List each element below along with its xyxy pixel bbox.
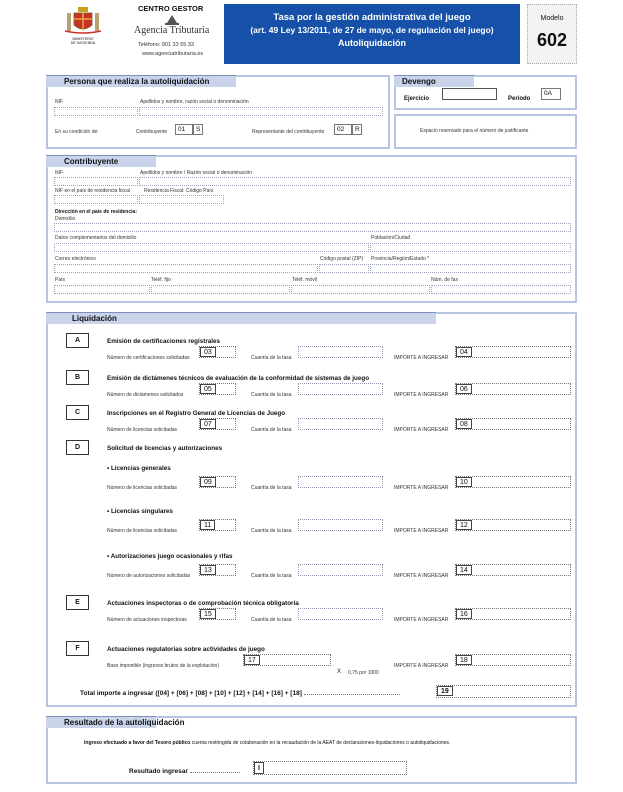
importe-label: IMPORTE A INGRESAR [394,485,449,491]
row-count-label: Número de licencias solicitadas [107,427,178,433]
row-code-out: 18 [456,655,472,665]
persona-nif-input[interactable] [54,107,138,116]
modelo-label: Modelo [540,15,564,22]
periodo-label: Periodo [508,96,531,102]
agency-name: Agencia Tributaria [134,25,210,36]
row-letter: D [66,440,89,455]
row-code-out: 10 [456,477,472,487]
contribuyente-label: Contribuyente [136,129,168,135]
row-code-in: 11 [200,520,215,530]
periodo-input[interactable]: 0A [541,88,561,100]
modelo-box [527,4,577,64]
row-subtitle: • Autorizaciones juego ocasionales y rifas [107,553,233,560]
representante-checkbox[interactable]: R [352,124,362,135]
row-count-box[interactable] [199,476,236,488]
row-count-box[interactable] [199,418,236,430]
row-code-in: 15 [200,609,216,619]
agency-phone: Teléfono: 901 33 55 33 [138,42,194,48]
row-count-label: Número de licencias solicitadas [107,528,178,534]
nif-pais-label: NIF en el país de residencia fiscal [55,188,131,194]
importe-box[interactable] [455,564,571,576]
row-count-box[interactable] [199,519,236,531]
ejercicio-label: Ejercicio [404,96,430,102]
persona-nif-label: NIF [55,99,64,105]
row-code-in: 09 [200,477,216,487]
contrib-name-input[interactable] [139,177,571,186]
importe-label: IMPORTE A INGRESAR [394,355,449,361]
cuantia-label: Cuantía de la tasa [251,392,292,398]
row-count-box[interactable] [199,383,236,395]
contrib-nif-label: NIF [55,170,64,176]
importe-box[interactable] [455,383,571,395]
ejercicio-input[interactable] [442,88,497,100]
total-code: 19 [437,686,453,696]
row-count-box[interactable] [199,608,236,620]
row-title: Inscripciones en el Registro General de Licencias de Juego [107,410,286,417]
title-line-1: Tasa por la gestión administrativa del juego [273,12,471,23]
cp-label: Código postal (ZIP) [320,256,364,262]
ingreso-rest: cuenta restringida de colaboración en la recaudación de la AEAT de declaraciones-liquidaciones o autoliquidaciones. [191,740,451,746]
persona-name-label: Apellidos y nombre, razón social o denominación [140,99,249,105]
telf-movil-label: Teléf. móvil [292,277,318,283]
title-line-3: Autoliquidación [338,38,406,48]
row-code-out: 06 [456,384,472,394]
cuantia-label: Cuantía de la tasa [251,573,292,579]
datos-label: Datos complementarios del domicilio [55,235,137,241]
resultado-label [129,768,240,776]
row-count-box[interactable] [199,564,236,576]
correo-label: Correo electrónico [55,256,96,262]
row-code-in: 03 [200,347,216,357]
residencia-label: Residencia Fiscal: Código País [144,188,214,194]
pais-label: País [55,277,66,283]
rate-multiplier: X [337,669,342,675]
cuantia-input[interactable] [298,346,383,358]
ministry-logo [58,5,108,45]
persona-header: Persona que realiza la autoliquidación [46,75,236,87]
importe-label: IMPORTE A INGRESAR [394,427,449,433]
importe-box[interactable] [455,519,571,531]
telf-movil-input[interactable] [291,285,430,294]
row-letter: C [66,405,89,420]
contribuyente-header: Contribuyente [46,155,156,167]
row-code-out: 04 [456,347,472,357]
cuantia-input[interactable] [298,564,383,576]
cuantia-label: Cuantía de la tasa [251,485,292,491]
telf-fijo-input[interactable] [151,285,290,294]
provincia-input[interactable] [370,264,571,273]
modelo-number: 602 [536,30,568,50]
contrib-name-label: Apellidos y nombre / Razón social o denominación [140,170,253,176]
row-title: Emisión de dictámenes técnicos de evaluación de la conformidad de sistemas de juego [107,375,370,382]
contribuyente-code: 01 [175,124,193,135]
title-line-2: (art. 49 Ley 13/2011, de 27 de mayo, de regulación del juego) [250,25,494,35]
rate-text: 0,75 por 1000 [348,670,379,676]
importe-label: IMPORTE A INGRESAR [394,617,449,623]
telf-fijo-label: Teléf. fijo [151,277,171,283]
domicilio-input[interactable] [54,223,571,232]
row-code-in: 17 [244,655,260,665]
cuantia-label: Cuantía de la tasa [251,427,292,433]
row-subtitle: • Licencias singulares [107,508,173,515]
importe-box[interactable] [455,418,571,430]
cuantia-input[interactable] [298,519,383,531]
provincia-label: Provincia/Región/Estado * [371,256,430,262]
contrib-nif-input[interactable] [54,177,138,186]
importe-box[interactable] [455,608,571,620]
row-title: Solicitud de licencias y autorizaciones [107,445,223,452]
contribuyente-checkbox[interactable]: S [193,124,203,135]
row-code-out: 12 [456,520,472,530]
devengo-header: Devengo [394,75,474,87]
row-code-out: 16 [456,609,472,619]
row-count-label: Número de dictámenes solicitados [107,392,184,398]
ingreso-text [84,740,450,746]
pais-input[interactable] [54,285,150,294]
row-title: Emisión de certificaciones registrales [107,338,221,345]
representante-label: Representante del contribuyente [252,129,325,135]
importe-box[interactable] [455,346,571,358]
row-code-out: 08 [456,419,472,429]
nif-pais-input[interactable] [54,195,138,204]
importe-label: IMPORTE A INGRESAR [394,573,449,579]
resultado-header: Resultado de la autoliquidación [46,716,156,728]
coat-of-arms-icon [58,5,108,37]
importe-label: IMPORTE A INGRESAR [394,663,449,669]
datos-input[interactable] [54,243,369,252]
importe-label: IMPORTE A INGRESAR [394,392,449,398]
cuantia-label: Cuantía de la tasa [251,617,292,623]
importe-box[interactable] [455,654,571,666]
row-count-box[interactable] [243,654,331,666]
row-subtitle: • Licencias generales [107,465,171,472]
representante-code: 02 [334,124,352,135]
cuantia-input[interactable] [298,476,383,488]
title-banner [224,4,520,64]
resultado-label-text: Resultado ingresar [129,768,188,775]
fax-label: Núm. de fax [431,277,458,283]
cp-input[interactable] [319,264,369,273]
ingreso-bold: Ingreso efectuado a favor del Tesoro público [84,740,191,746]
row-code-in: 07 [200,419,216,429]
row-count-label: Número de certificaciones solicitadas [107,355,190,361]
poblacion-input[interactable] [370,243,571,252]
row-count-label: Número de actuaciones inspectoras [107,617,187,623]
importe-box[interactable] [455,476,571,488]
cuantia-label: Cuantía de la tasa [251,355,292,361]
row-title: Actuaciones regulatorias sobre actividades de juego [107,646,265,653]
row-count-label: Número de autorizaciones solicitadas [107,573,191,579]
row-letter: B [66,370,89,385]
justificante-label: Espacio reservado para el número de justificante [420,128,529,134]
persona-name-input[interactable] [139,107,383,116]
direccion-label: Dirección en el país de residencia: [55,209,137,215]
total-label [80,690,400,698]
agency-website: www.agenciatributaria.es [142,51,204,57]
row-code-in: 13 [200,565,216,575]
row-letter: E [66,595,89,610]
resultado-code: I [254,762,264,774]
cuantia-input[interactable] [298,383,383,395]
ministry-text-2: DE HACIENDA [70,41,96,45]
correo-input[interactable] [54,264,318,273]
row-code-out: 14 [456,565,472,575]
row-count-label: Base imponible (ingresos brutos de la explotación) [107,663,220,669]
cuantia-input[interactable] [298,608,383,620]
total-label-text: Total importe a ingresar ([04] + [06] + [08] + [10] + [12] + [14] + [16] + [18] [80,690,302,697]
ministry-text-1: MINISTERIO [72,37,94,41]
fax-input[interactable] [431,285,571,294]
centro-gestor-title: CENTRO GESTOR [138,4,204,13]
resultado-box[interactable] [253,761,407,775]
cuantia-input[interactable] [298,418,383,430]
residencia-input[interactable] [139,195,224,204]
domicilio-label: Domicilio [55,216,76,222]
total-box[interactable] [436,685,571,698]
importe-label: IMPORTE A INGRESAR [394,528,449,534]
condition-label: En su condición de: [55,129,99,135]
row-title: Actuaciones inspectoras o de comprobación técnica obligatoria [107,600,299,607]
row-count-box[interactable] [199,346,236,358]
cuantia-label: Cuantía de la tasa [251,528,292,534]
liquidacion-header: Liquidación [46,312,436,324]
agency-logo-icon [163,15,181,25]
row-code-in: 05 [200,384,216,394]
row-letter: F [66,641,89,656]
poblacion-label: Población/Ciudad [371,235,411,241]
row-count-label: Número de licencias solicitadas [107,485,178,491]
centro-gestor-box [128,4,218,64]
row-letter: A [66,333,89,348]
